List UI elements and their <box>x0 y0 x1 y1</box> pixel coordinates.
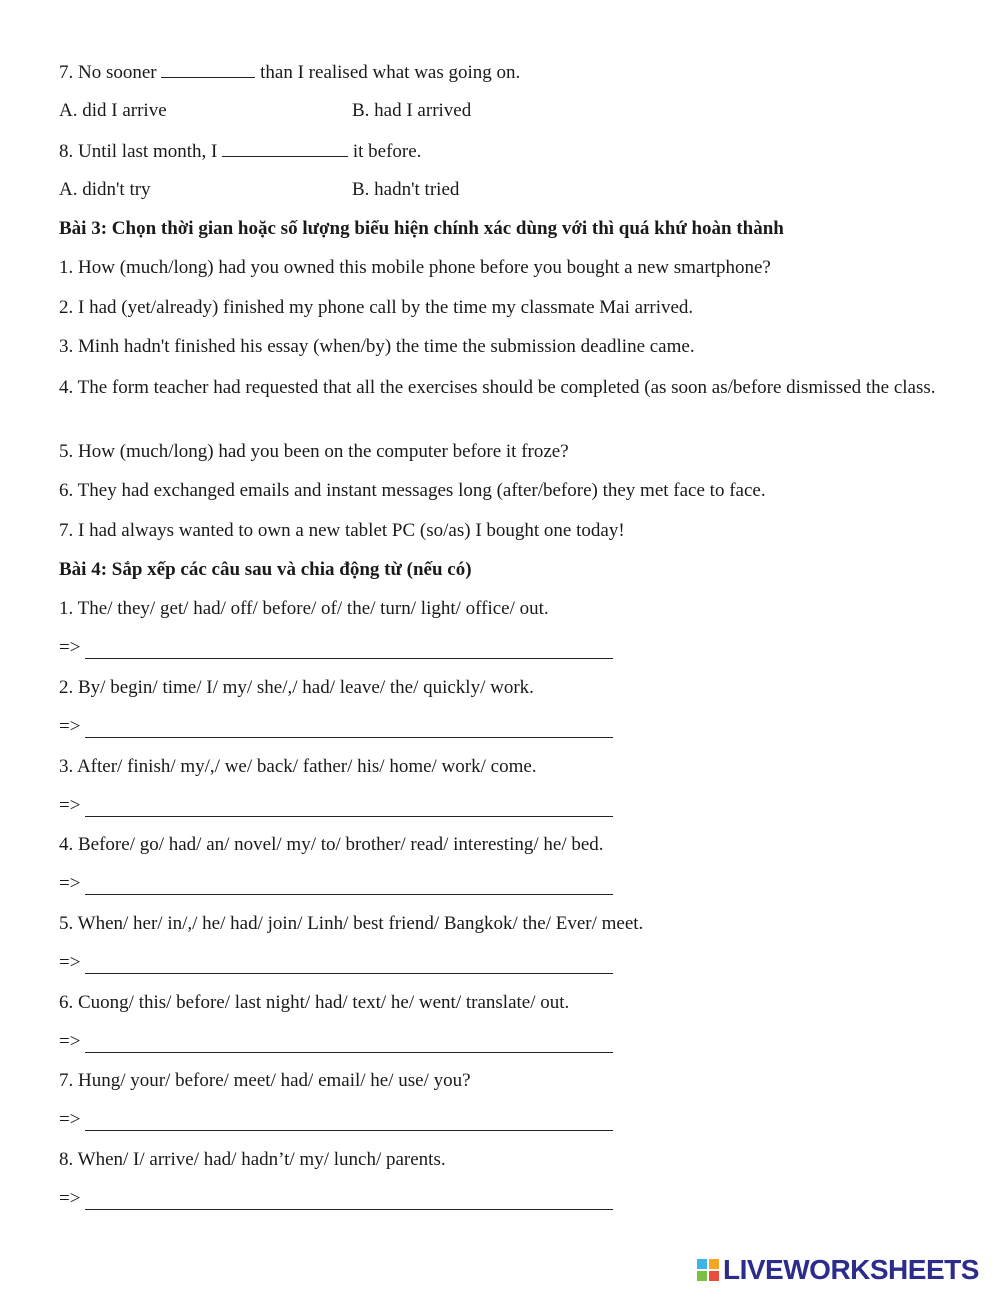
section-3-item-6: 6. They had exchanged emails and instant messages long (after/before) they met face to face. <box>59 480 766 501</box>
answer-prefix: => <box>59 795 81 816</box>
answer-input-6[interactable] <box>85 1033 613 1053</box>
question-7 <box>59 60 520 84</box>
answer-input-8[interactable] <box>85 1190 613 1210</box>
answer-line-5 <box>59 952 613 974</box>
question-7-option-a[interactable]: A. did I arrive <box>59 100 167 121</box>
section-3-item-2: 2. I had (yet/already) finished my phone call by the time my classmate Mai arrived. <box>59 297 694 318</box>
answer-input-1[interactable] <box>85 639 613 659</box>
section-4-item-8: 8. When/ I/ arrive/ had/ hadn’t/ my/ lunch/ parents. <box>59 1149 446 1170</box>
answer-line-1 <box>59 637 613 659</box>
section-4-item-5: 5. When/ her/ in/,/ he/ had/ join/ Linh/ best friend/ Bangkok/ the/ Ever/ meet. <box>59 913 644 934</box>
section-4-item-7: 7. Hung/ your/ before/ meet/ had/ email/ he/ use/ you? <box>59 1070 471 1091</box>
section-3-item-4: 4. The form teacher had requested that all the exercises should be completed (as soon as/before dismissed the class. <box>59 377 936 398</box>
question-7-blank[interactable] <box>161 60 255 78</box>
question-8 <box>59 139 421 163</box>
answer-input-2[interactable] <box>85 718 613 738</box>
logo-mark-square <box>709 1271 719 1281</box>
answer-line-2 <box>59 716 613 738</box>
section-3-item-5: 5. How (much/long) had you been on the computer before it froze? <box>59 441 569 462</box>
answer-line-6 <box>59 1031 613 1053</box>
question-8-option-a[interactable]: A. didn't try <box>59 179 151 200</box>
liveworksheets-logo[interactable] <box>697 1253 979 1287</box>
question-8-text-start: 8. Until last month, I <box>59 141 223 162</box>
section-4-item-1: 1. The/ they/ get/ had/ off/ before/ of/ the/ turn/ light/ office/ out. <box>59 598 549 619</box>
answer-prefix: => <box>59 873 81 894</box>
answer-line-4 <box>59 873 613 895</box>
answer-prefix: => <box>59 637 81 658</box>
answer-prefix: => <box>59 1188 81 1209</box>
answer-input-4[interactable] <box>85 875 613 895</box>
section-4-item-4: 4. Before/ go/ had/ an/ novel/ my/ to/ brother/ read/ interesting/ he/ bed. <box>59 834 604 855</box>
answer-prefix: => <box>59 1109 81 1130</box>
question-7-text-end: than I realised what was going on. <box>255 62 521 83</box>
question-8-blank[interactable] <box>222 139 348 157</box>
logo-mark-square <box>697 1271 707 1281</box>
section-4-title: Bài 4: Sắp xếp các câu sau và chia động từ (nếu có) <box>59 559 472 580</box>
answer-prefix: => <box>59 952 81 973</box>
answer-input-7[interactable] <box>85 1111 613 1131</box>
answer-line-8 <box>59 1188 613 1210</box>
answer-input-3[interactable] <box>85 797 613 817</box>
section-3-item-1: 1. How (much/long) had you owned this mobile phone before you bought a new smartphone? <box>59 257 771 278</box>
section-3-item-7: 7. I had always wanted to own a new tablet PC (so/as) I bought one today! <box>59 520 625 541</box>
logo-mark-square <box>697 1259 707 1269</box>
section-4-item-6: 6. Cuong/ this/ before/ last night/ had/ text/ he/ went/ translate/ out. <box>59 992 570 1013</box>
section-4-item-2: 2. By/ begin/ time/ I/ my/ she/,/ had/ leave/ the/ quickly/ work. <box>59 677 534 698</box>
logo-text: LIVEWORKSHEETS <box>723 1254 979 1285</box>
logo-mark-square <box>709 1259 719 1269</box>
logo-mark-icon <box>697 1259 719 1281</box>
answer-line-7 <box>59 1109 613 1131</box>
answer-prefix: => <box>59 1031 81 1052</box>
question-7-text-start: 7. No sooner <box>59 62 162 83</box>
section-3-title: Bài 3: Chọn thời gian hoặc số lượng biểu hiện chính xác dùng với thì quá khứ hoàn thành <box>59 218 784 239</box>
answer-input-5[interactable] <box>85 954 613 974</box>
question-8-text-end: it before. <box>348 141 422 162</box>
section-4-item-3: 3. After/ finish/ my/,/ we/ back/ father/ his/ home/ work/ come. <box>59 756 537 777</box>
question-7-option-b[interactable]: B. had I arrived <box>352 100 472 121</box>
section-3-item-3: 3. Minh hadn't finished his essay (when/by) the time the submission deadline came. <box>59 336 695 357</box>
question-8-option-b[interactable]: B. hadn't tried <box>352 179 460 200</box>
answer-line-3 <box>59 795 613 817</box>
answer-prefix: => <box>59 716 81 737</box>
